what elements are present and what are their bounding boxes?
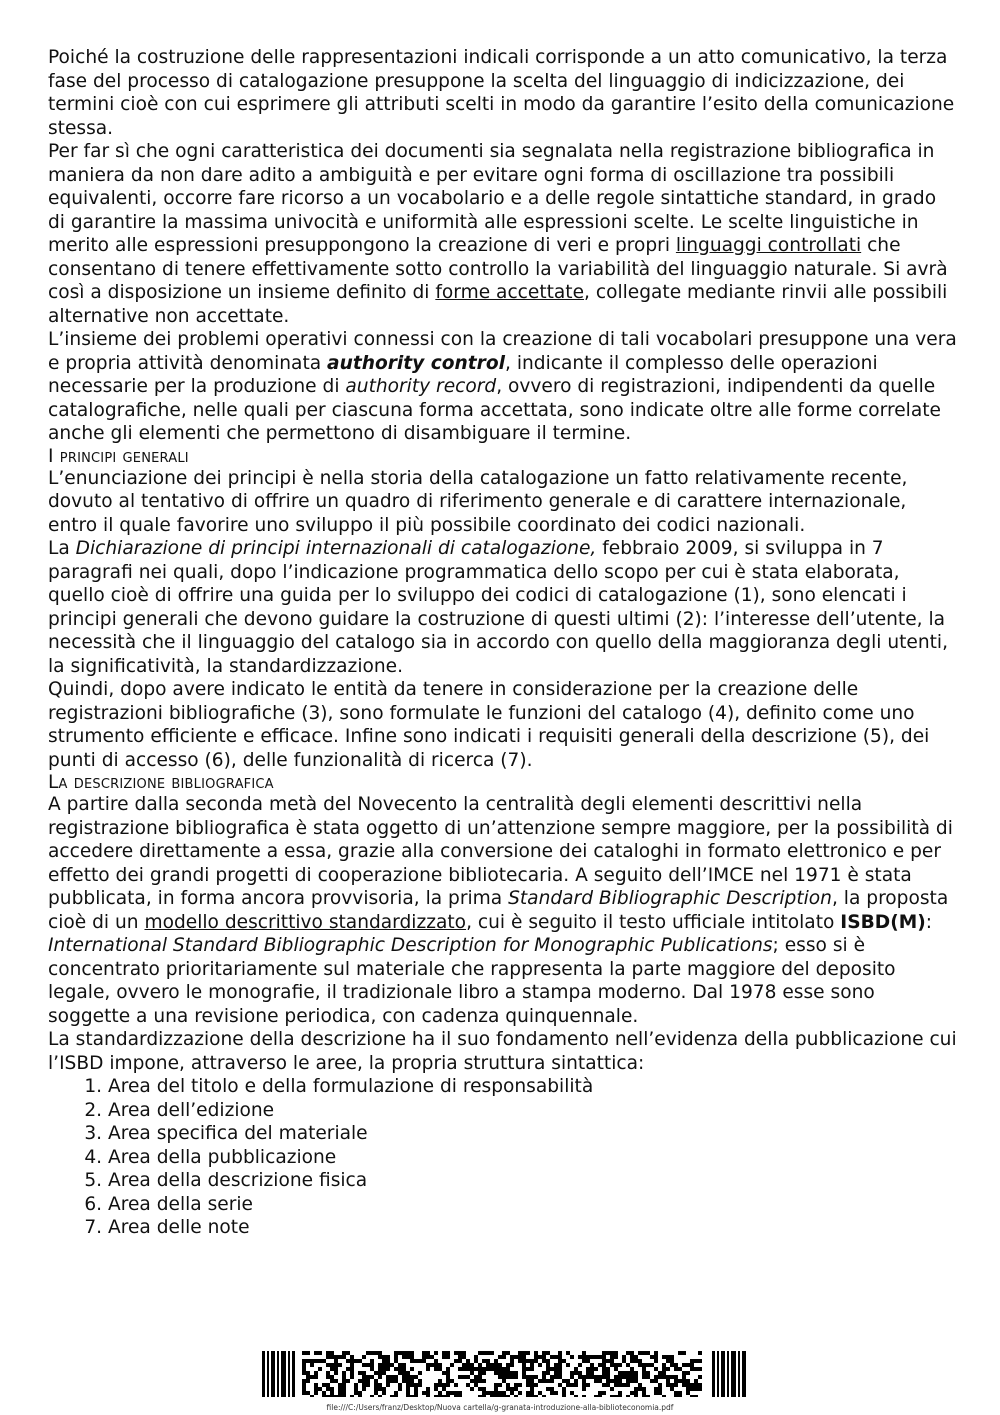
link-linguaggi-controllati[interactable]: linguaggi controllati: [675, 235, 862, 256]
list-item: 6. Area della serie: [108, 1193, 958, 1217]
link-forme-accettate[interactable]: forme accettate: [435, 282, 585, 303]
term-authority-control: authority control: [327, 352, 505, 374]
list-item: 2. Area dell’edizione: [108, 1099, 958, 1123]
isbd-areas-list: [48, 1075, 958, 1240]
text-segment: , collegate mediante rinvii alle possibili alternative non accettate.: [48, 282, 948, 327]
text-segment: :: [925, 911, 932, 933]
text-segment: , cui è seguito il testo ufficiale intitolato: [466, 911, 841, 933]
paragraph-authority-control: [48, 328, 958, 446]
text-segment: che consentano di tenere effettivamente sotto controllo la variabilità del linguaggio naturale. Si avrà così a disposizione un insieme definito di: [48, 235, 948, 303]
section-heading-principi: I principi generali: [48, 445, 189, 467]
paragraph-standardizzazione: La standardizzazione della descrizione ha il suo fondamento nell’evidenza della pubblicazione cui l’ISBD impone, attraverso le aree, la propria struttura sintattica:: [48, 1029, 957, 1074]
footer-file-path: file:///C:/Users/franz/Desktop/Nuova cartella/g-granata-introduzione-alla-biblioteconomia.pdf: [326, 1403, 674, 1412]
text-segment: Per far sì che ogni caratteristica dei documenti sia segnalata nella registrazione bibliografica in maniera da non dare adito a ambiguità e per evitare ogni forma di oscillazione tra possibili equivalenti, occorre fare ricorso a un vocabolario e a delle regole sintattiche standard, in grado di garantire la massima univocità e uniformità alle espressioni scelte. Le scelte linguistiche in merito alle espressioni presuppongono la creazione di veri e propri: [48, 141, 937, 256]
text-segment: , indicante il complesso delle operazioni necessarie per la produzione di: [48, 352, 878, 397]
title-sbd: Standard Bibliographic Description: [508, 888, 832, 909]
term-authority-record: authority record: [345, 376, 497, 397]
paragraph-dichiarazione: [48, 537, 958, 678]
paragraph-funzioni-catalogo: Quindi, dopo avere indicato le entità da tenere in considerazione per la creazione delle registrazioni bibliografiche (3), sono formulate le funzioni del catalogo (4), definito come uno strumento efficiente e efficace. Infine sono indicati i requisiti generali della descrizione (5), dei punti di accesso (6), delle funzionalità di ricerca (7).: [48, 679, 930, 771]
text-segment: , ovvero di registrazioni, indipendenti da quelle catalografiche, nelle quali per ciascuna forma accettata, sono indicate oltre alle forme correlate anche gli elementi che permettono di disambiguare il termine.: [48, 376, 941, 444]
text-segment: , la proposta cioè di un: [48, 888, 949, 933]
list-item: 7. Area delle note: [108, 1216, 958, 1240]
list-item: 4. Area della pubblicazione: [108, 1146, 958, 1170]
paragraph-isbd: [48, 793, 958, 1028]
term-isbd-m: ISBD(M): [840, 911, 926, 933]
title-dichiarazione: Dichiarazione di principi internazionali di catalogazione,: [75, 538, 597, 559]
title-isbd-full: International Standard Bibliographic Description for Monographic Publications: [48, 935, 773, 956]
section-heading-descrizione: La descrizione bibliografica: [48, 772, 274, 793]
text-segment: La: [48, 538, 76, 559]
barcode-stamp: [250, 1345, 760, 1405]
paragraph-principi-intro: L’enunciazione dei principi è nella storia della catalogazione un fatto relativamente recente, dovuto al tentativo di offrire un quadro di riferimento generale e di carattere internazionale, entro il quale favorire uno sviluppo il più possibile coordinato dei codici nazionali.: [48, 467, 908, 536]
list-item: 1. Area del titolo e della formulazione di responsabilità: [108, 1075, 958, 1099]
text-segment: L’insieme dei problemi operativi connessi con la creazione di tali vocabolari presuppone una vera e propria attività denominata: [48, 329, 957, 374]
barcode-graphic: [262, 1351, 748, 1397]
text-segment: A partire dalla seconda metà del Novecento la centralità degli elementi descrittivi nella registrazione bibliografica è stata oggetto di un’attenzione sempre maggiore, per la possibilità di accedere direttamente a essa, grazie alla conversione dei cataloghi in formato elettronico e per effetto dei grandi progetti di cooperazione bibliotecaria. A seguito dell’IMCE nel 1971 è stata pubblicata, in forma ancora provvisoria, la prima: [48, 794, 953, 909]
paragraph-indexing-language: Poiché la costruzione delle rappresentazioni indicali corrisponde a un atto comunicativo, la terza fase del processo di catalogazione presuppone la scelta del linguaggio di indicizzazione, dei termini cioè con cui esprimere gli attributi scelti in modo da garantire l’esito della comunicazione stessa.: [48, 47, 955, 139]
document-page: [48, 46, 958, 1240]
text-segment: ; esso si è concentrato prioritariamente sul materiale che rappresenta la parte maggiore del deposito legale, ovvero le monografie, il tradizionale libro a stampa moderno. Dal 1978 esse sono soggette a una revisione periodica, con cadenza quinquennale.: [48, 935, 896, 1027]
paragraph-controlled-languages: [48, 140, 958, 328]
text-segment: febbraio 2009, si sviluppa in 7 paragrafi nei quali, dopo l’indicazione programmatica dello scopo per cui è stata elaborata, quello cioè di offrire una guida per lo sviluppo dei codici di catalogazione (1), sono elencati i principi generali che devono guidare la costruzione di questi ultimi (2): l’interesse dell’utente, la necessità che il linguaggio del catalogo sia in accordo con quello della maggioranza degli utenti, la significatività, la standardizzazione.: [48, 538, 948, 677]
list-item: 5. Area della descrizione fisica: [108, 1169, 958, 1193]
list-item: 3. Area specifica del materiale: [108, 1122, 958, 1146]
link-modello-descrittivo[interactable]: modello descrittivo standardizzato: [144, 911, 467, 933]
